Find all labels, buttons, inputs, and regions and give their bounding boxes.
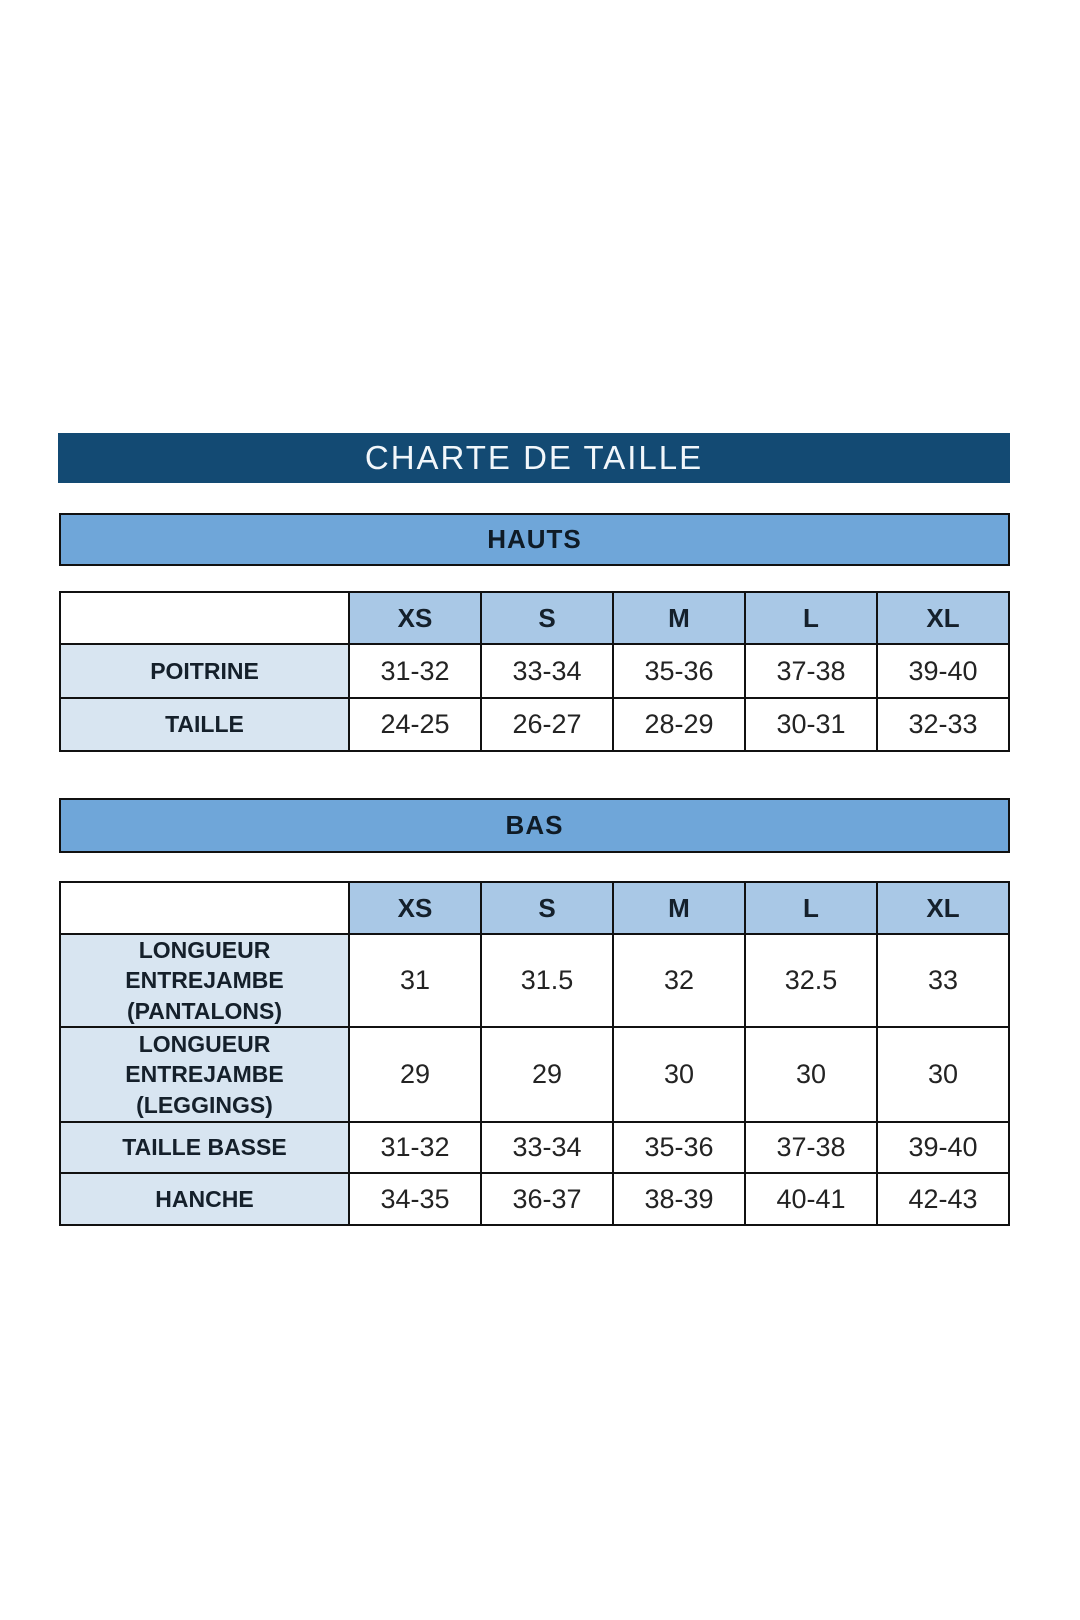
value-cell: 33-34 <box>481 644 613 698</box>
section-title-hauts: HAUTS <box>487 524 582 554</box>
hauts-header-spacer-cell <box>60 592 349 644</box>
value-cell: 28-29 <box>613 698 745 751</box>
hauts-size-header-xs: XS <box>349 592 481 644</box>
bas-size-header-l: L <box>745 882 877 934</box>
value-cell: 33 <box>877 934 1009 1027</box>
bas-size-header-xs: XS <box>349 882 481 934</box>
size-chart-title-bar <box>58 433 1010 483</box>
section-title-bas: BAS <box>505 810 564 840</box>
row-label-poitrine: POITRINE <box>60 644 349 698</box>
value-cell: 35-36 <box>613 644 745 698</box>
table-row-taille-basse <box>60 1122 1009 1173</box>
value-cell: 32-33 <box>877 698 1009 751</box>
value-cell: 39-40 <box>877 644 1009 698</box>
value-cell: 31 <box>349 934 481 1027</box>
section-band-hauts <box>59 513 1010 566</box>
page-title: CHARTE DE TAILLE <box>364 439 704 476</box>
bas-header-spacer-cell <box>60 882 349 934</box>
value-cell: 33-34 <box>481 1122 613 1173</box>
row-label-entrejambe-pantalons: LONGUEUR ENTREJAMBE (PANTALONS) <box>60 934 349 1027</box>
value-cell: 30 <box>613 1027 745 1122</box>
value-cell: 31-32 <box>349 644 481 698</box>
hauts-size-header-l: L <box>745 592 877 644</box>
value-cell: 40-41 <box>745 1173 877 1225</box>
value-cell: 34-35 <box>349 1173 481 1225</box>
value-cell: 30 <box>745 1027 877 1122</box>
hauts-size-header-m: M <box>613 592 745 644</box>
hauts-size-header-xl: XL <box>877 592 1009 644</box>
bas-size-header-m: M <box>613 882 745 934</box>
value-cell: 37-38 <box>745 1122 877 1173</box>
hauts-size-header-s: S <box>481 592 613 644</box>
row-label-hanche: HANCHE <box>60 1173 349 1225</box>
section-band-bas <box>59 798 1010 853</box>
value-cell: 26-27 <box>481 698 613 751</box>
hauts-size-table <box>59 591 1010 752</box>
row-label-entrejambe-leggings: LONGUEUR ENTREJAMBE (LEGGINGS) <box>60 1027 349 1122</box>
value-cell: 39-40 <box>877 1122 1009 1173</box>
value-cell: 38-39 <box>613 1173 745 1225</box>
value-cell: 36-37 <box>481 1173 613 1225</box>
bas-size-header-row <box>60 882 1009 934</box>
table-row-entrejambe-pantalons <box>60 934 1009 1027</box>
value-cell: 29 <box>349 1027 481 1122</box>
value-cell: 31.5 <box>481 934 613 1027</box>
value-cell: 32 <box>613 934 745 1027</box>
bas-size-header-s: S <box>481 882 613 934</box>
bas-size-header-xl: XL <box>877 882 1009 934</box>
value-cell: 42-43 <box>877 1173 1009 1225</box>
table-row-taille <box>60 698 1009 751</box>
value-cell: 37-38 <box>745 644 877 698</box>
value-cell: 30 <box>877 1027 1009 1122</box>
bas-size-table <box>59 881 1010 1226</box>
value-cell: 31-32 <box>349 1122 481 1173</box>
value-cell: 32.5 <box>745 934 877 1027</box>
value-cell: 29 <box>481 1027 613 1122</box>
table-row-hanche <box>60 1173 1009 1225</box>
table-row-poitrine <box>60 644 1009 698</box>
value-cell: 30-31 <box>745 698 877 751</box>
value-cell: 35-36 <box>613 1122 745 1173</box>
table-row-entrejambe-leggings <box>60 1027 1009 1122</box>
row-label-taille-basse: TAILLE BASSE <box>60 1122 349 1173</box>
value-cell: 24-25 <box>349 698 481 751</box>
hauts-size-header-row <box>60 592 1009 644</box>
row-label-taille: TAILLE <box>60 698 349 751</box>
